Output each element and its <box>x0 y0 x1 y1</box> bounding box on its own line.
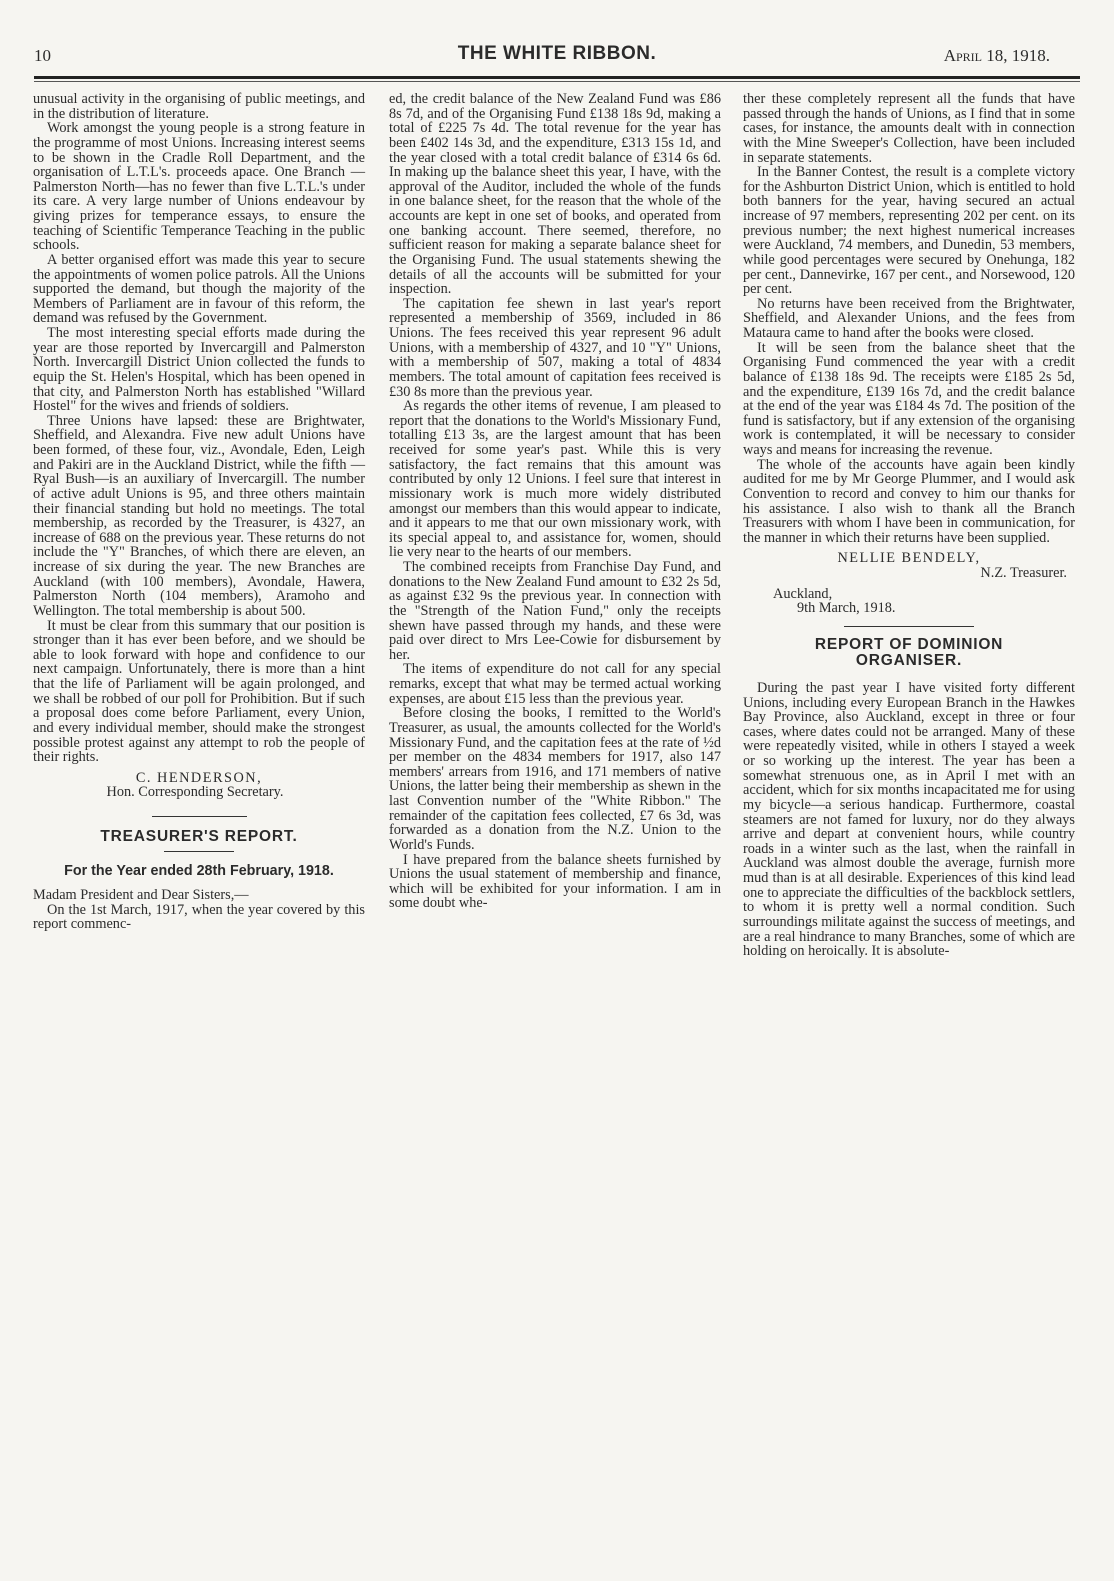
masthead-title: THE WHITE RIBBON. <box>457 43 657 64</box>
column-3 <box>743 92 1075 959</box>
paragraph: It will be seen from the balance sheet that the Organising Fund commenced the year with a credit balance of £138 18s 9d. The receipts were £185 2s 5d, and the expenditure, £139 16s 7d, and the credit balance at the end of the year was £184 4s 7d. The position of the fund is satisfactory, but if any extension of the organising work is contemplated, it will be necessary to consider ways and means for increasing the revenue. <box>743 339 1075 458</box>
treasurer-report-heading: TREASURER'S REPORT. <box>100 828 298 845</box>
section-divider <box>844 626 974 627</box>
column-2 <box>389 92 721 911</box>
organiser-report-heading: REPORT OF DOMINION ORGANISER. <box>814 635 1004 669</box>
header-rule-thin <box>34 81 1080 82</box>
page-header <box>34 40 1080 70</box>
paragraph: The most interesting special efforts made during the year are those reported by Invercargill and Palmerston North. Invercargill District Union collected the funds to equip the St. Helen's Hospital, which has been opened in that city, and Palmerston North has established "Willard Hostel" for the wives and friends of soldiers. <box>33 325 365 415</box>
section-divider <box>164 851 234 852</box>
paragraph: The whole of the accounts have again been kindly audited for me by Mr George Plummer, and I would ask Convention to record and convey to him our thanks for his assistance. I also wish to thank all the Branch Treasurers with whom I have been in communication, for the manner in which their returns have been supplied. <box>743 456 1075 546</box>
paragraph: The combined receipts from Franchise Day Fund, and donations to the New Zealand Fund amount to £32 2s 5d, as against £32 9s the previous year. In connection with the "Strength of the Nation Fund," only the receipts shewn have passed through my hands, and these were paid over direct to Mrs Lee-Cowie for disbursement by her. <box>389 559 721 663</box>
salutation: Madam President and Dear Sisters,— <box>33 887 249 903</box>
paragraph: unusual activity in the organising of public meetings, and in the distribution of literature. <box>33 91 365 122</box>
signature-name: NELLIE BENDELY, <box>837 550 981 567</box>
issue-date: April 18, 1918. <box>943 46 1050 65</box>
section-divider <box>152 816 247 817</box>
header-rule <box>34 76 1080 79</box>
signature-date: 9th March, 1918. <box>797 600 896 617</box>
paragraph: During the past year I have visited forty different Unions, including every European Branch in the Hawkes Bay Province, also Auckland, except in three or four cases, where dates could not be arranged. Many of these were repeatedly visited, while in others I stayed a week or so working up the interest. The year has been a somewhat strenuous one, as in April I met with an accident, which for six months incapacitated me for using my bicycle—a serious handicap. Furthermore, coastal steamers are not famed for luxury, nor do they always arrive and depart at convenient hours, while country roads in a winter such as the last, when the rainfall in Auckland was almost double the average, furnish more mud than is at all desirable. Experiences of this kind lead one to appreciate the difficulties of the backblock settlers, to whom it is pretty well a normal condition. Such surroundings militate against the success of meetings, and are a real hindrance to many Branches, some of which are holding on heroically. It is absolute- <box>743 679 1075 960</box>
signature-title: N.Z. Treasurer. <box>980 565 1067 581</box>
paragraph: In the Banner Contest, the result is a complete victory for the Ashburton District Union, which is entitled to hold both banners for the year, having secured an actual increase of 97 members, representing 202 per cent. on its previous number; the next highest numerical increases were Auckland, 74 members, and Dunedin, 53 members, while good percentages were secured by Onehunga, 182 per cent., Dannevirke, 167 per cent., and Norsewood, 120 per cent. <box>743 164 1075 298</box>
treasurer-report-subheading: For the Year ended 28th February, 1918. <box>64 863 334 879</box>
paragraph: Three Unions have lapsed: these are Brightwater, Sheffield, and Alexandra. Five new adult Unions have been formed, of these four, viz., Avondale, Eden, Leigh and Pakiri are in the Auckland District, while the fifth —Ryal Bush—is an auxiliary of Invercargill. The number of active adult Unions is 95, and three others maintain their financial standing but hold no meetings. The total membership, as recorded by the Treasurer, is 4327, an increase of 688 on the previous year. These returns do not include the "Y" Branches, of which there are eleven, an increase of six during the year. The new Branches are Auckland (with 100 members), Avondale, Hawera, Palmerston North (104 members), Aramoho and Wellington. The total membership is about 500. <box>33 412 365 619</box>
column-1 <box>33 92 365 932</box>
paragraph: On the 1st March, 1917, when the year covered by this report commenc- <box>33 901 365 933</box>
paragraph: It must be clear from this summary that our position is stronger than it has ever been before, and we should be able to look forward with hope and confidence to our next campaign. Unfortunately, there is more than a hint that the life of Parliament will be again prolonged, and we shall be robbed of our poll for Prohibition. But if such a proposal does come before Parliament, every Union, and every individual member, should make the strongest possible protest against any attempt to rob the people of their rights. <box>33 617 365 766</box>
paragraph: The capitation fee shewn in last year's report represented a membership of 3569, included in 86 Unions. The fees received this year represent 96 adult Unions, with a membership of 4327, and 10 "Y" Unions, with a membership of 507, making a total of 4834 members. The total amount of capitation fees received is £30 8s more than the previous year. <box>389 295 721 400</box>
paragraph: Before closing the books, I remitted to the World's Treasurer, as usual, the amounts collected for the World's Missionary Fund, and the capitation fees at the rate of ½d per member on the 4834 members for 1917, also 147 members' arrears from 1916, and 171 members of native Unions, the latter being their membership as shewn in the last Convention number of the "White Ribbon." The remainder of the capitation fees collected, £7 6s 3d, was forwarded as a donation from the N.Z. Union to the World's Funds. <box>389 705 721 853</box>
paragraph: No returns have been received from the Brightwater, Sheffield, and Alexander Unions, and the fees from Mataura came to hand after the books were closed. <box>743 295 1075 341</box>
paragraph: I have prepared from the balance sheets furnished by Unions the usual statement of membership and finance, which will be exhibited for your information. I am in some doubt whe- <box>389 851 721 912</box>
paragraph: ed, the credit balance of the New Zealand Fund was £86 8s 7d, and of the Organising Fund £138 18s 9d, making a total of £225 7s 4d. The total revenue for the year has been £402 14s 3d, and the expenditure, £313 15s 1d, and the year closed with a total credit balance of £314 6s 6d. In making up the balance sheet this year, I have, with the approval of the Auditor, included the whole of the funds in one balance sheet, for the reason that the whole of the accounts are kept in one set of books, and operated from one banking account. There seemed, therefore, no sufficient reason for making a separate balance sheet for the Organising Fund. The usual statements shewing the details of all the accounts will be submitted for your inspection. <box>389 91 721 298</box>
paragraph: ther these completely represent all the funds that have passed through the hands of Unions, as I find that in some cases, for instance, the amounts dealt with in connection with the Mine Sweeper's Collection, have been included in separate statements. <box>743 91 1075 166</box>
paragraph: As regards the other items of revenue, I am pleased to report that the donations to the World's Missionary Fund, totalling £13 3s, are the largest amount that has been received for some year's past. While this is very satisfactory, the fact remains that this amount was contributed by only 12 Unions. I feel sure that interest in missionary work is much more widely distributed amongst our members than this would appear to indicate, and it appears to me that our own missionary work, with its special appeal to, and assistance for, women, should lie very near to the hearts of our members. <box>389 398 721 561</box>
paragraph: A better organised effort was made this year to secure the appointments of women police patrols. All the Unions supported the demand, but though the majority of the Members of Parliament are in favour of this reform, the demand was refused by the Government. <box>33 251 365 327</box>
page-number: 10 <box>34 46 51 65</box>
paragraph: Work amongst the young people is a strong feature in the programme of most Unions. Increasing interest seems to be shown in the Cradle Roll Department, and the organisation of L.T.L's. proceeds apace. One Branch —Palmerston North—has no fewer than five L.T.L.'s under its care. A very large number of Unions endeavour by giving prizes for temperance essays, to ensure the teaching of Scientific Temperance Teaching in the public schools. <box>33 120 365 254</box>
signature-name: C. HENDERSON, <box>135 769 263 786</box>
signature-place: Auckland, <box>773 585 833 602</box>
signature-title: Hon. Corresponding Secretary. <box>106 784 284 801</box>
paragraph: The items of expenditure do not call for any special remarks, except that what may be termed actual working expenses, are about £15 less than the previous year. <box>389 661 721 707</box>
